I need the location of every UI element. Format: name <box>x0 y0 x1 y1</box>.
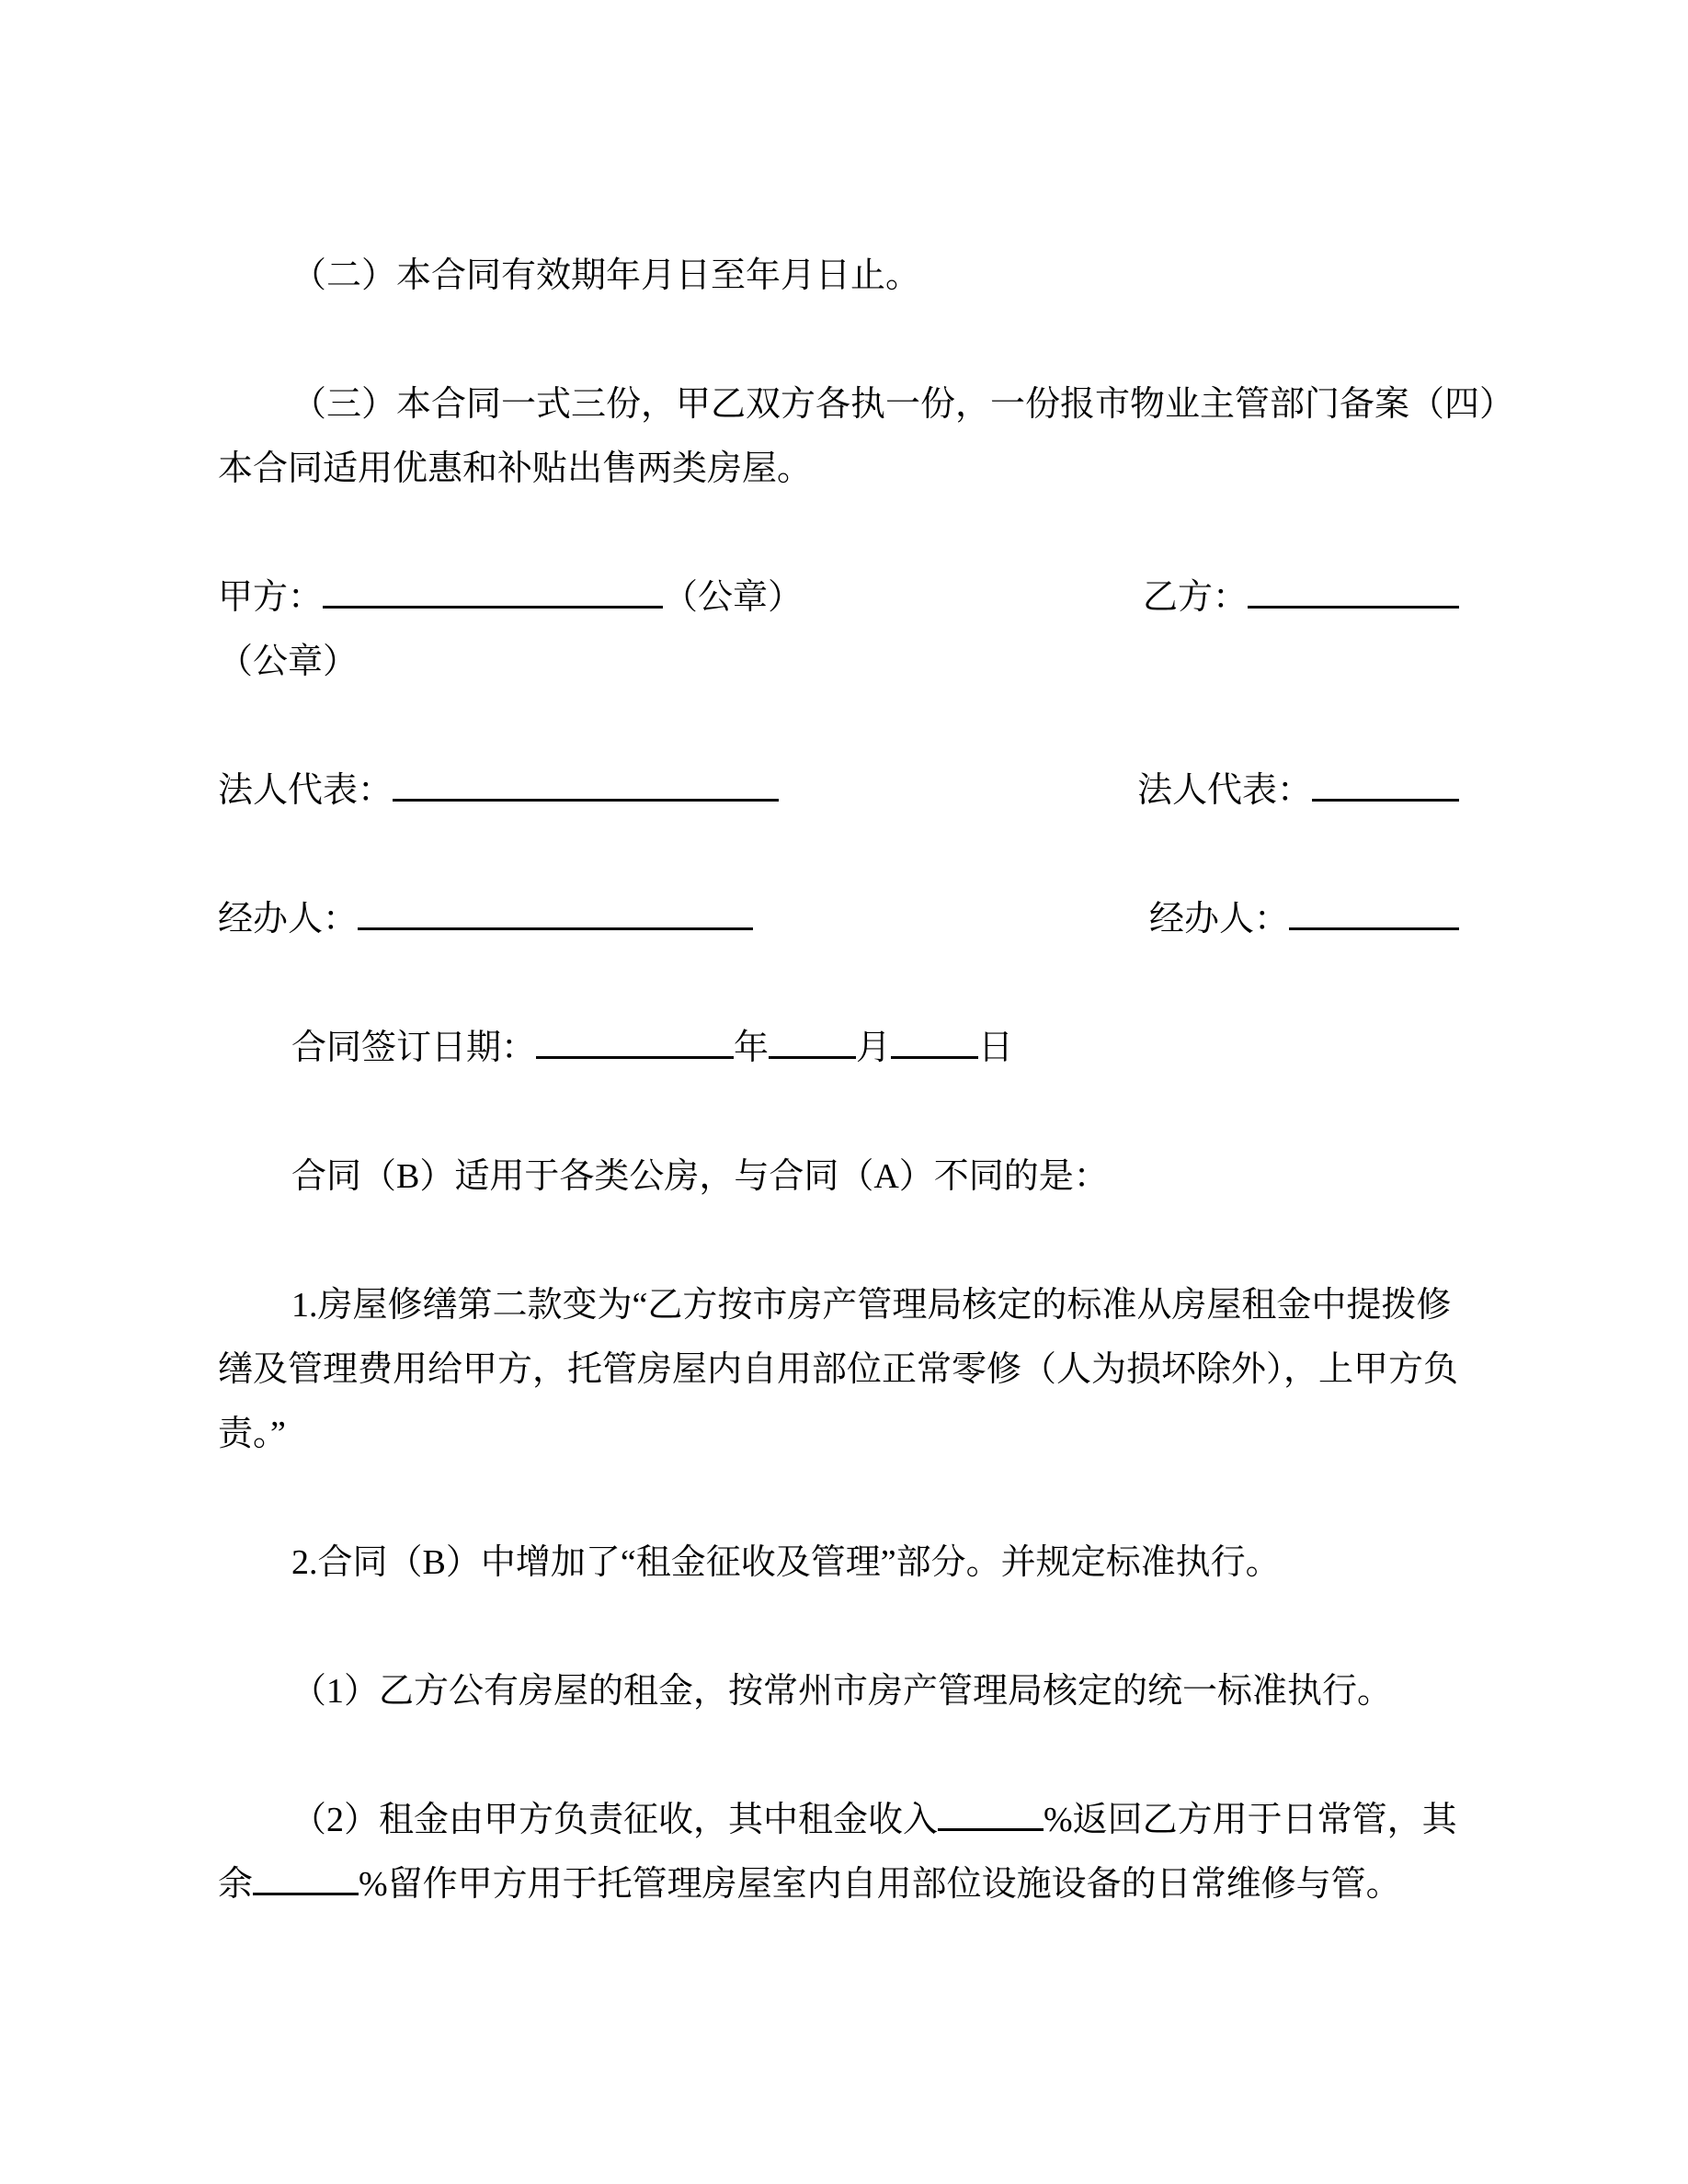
contract-line: 1.房屋修缮第二款变为“乙方按市房产管理局核定的标准从房屋租金中提拨修 <box>291 1286 1452 1325</box>
rent-collection-text: %留作甲方用于托管理房屋室内自用部位设施设备的日常维修与管。 <box>359 1865 1401 1904</box>
party-a-blank <box>323 597 663 609</box>
signature-legal-reps <box>218 758 1459 823</box>
signature-date <box>218 1016 1459 1080</box>
agent-a-blank <box>358 918 753 930</box>
party-a-label: 甲方： <box>218 578 324 617</box>
legal-rep-a-group <box>218 758 779 823</box>
party-a-group <box>218 565 803 630</box>
party-b-seal-label: （公章） <box>218 643 359 681</box>
contract-line: （二）本合同有效期年月日至年月日止。 <box>291 256 921 295</box>
legal-rep-b-group <box>1137 758 1459 823</box>
contract-line <box>218 1788 1459 1852</box>
contract-line: 责。” <box>218 1415 286 1453</box>
legal-rep-a-label: 法人代表： <box>218 771 393 810</box>
rent-share-blank-1 <box>938 1819 1044 1831</box>
date-year-blank <box>536 1047 734 1059</box>
date-day-blank <box>891 1047 978 1059</box>
legal-rep-b-blank <box>1312 790 1459 802</box>
contract-line: （三）本合同一式三份，甲乙双方各执一份，一份报市物业主管部门备案（四） <box>291 385 1515 424</box>
date-line <box>218 1016 1459 1080</box>
party-b-group <box>1143 565 1459 630</box>
signature-agents <box>218 887 1459 951</box>
party-b-label: 乙方： <box>1142 578 1248 617</box>
legal-rep-b-label: 法人代表： <box>1136 771 1312 810</box>
rent-collection-text: 余 <box>218 1865 254 1904</box>
contract-line: 2.合同（B）中增加了“租金征收及管理”部分。并规定标准执行。 <box>291 1543 1281 1582</box>
date-month-blank <box>769 1047 856 1059</box>
contract-line: 合同（B）适用于各类公房，与合同（A）不同的是： <box>291 1157 1109 1196</box>
party-a-seal-label: （公章） <box>663 578 804 617</box>
contract-line: （1）乙方公有房屋的租金，按常州市房产管理局核定的统一标准执行。 <box>291 1672 1393 1711</box>
contract-body <box>218 244 1515 1981</box>
rent-collection-text: （2）租金由甲方负责征收，其中租金收入 <box>291 1801 939 1839</box>
agent-b-label: 经办人： <box>1148 900 1289 938</box>
agent-row <box>218 887 1459 951</box>
paragraph-contract-b-intro <box>218 1144 1459 1209</box>
agent-a-group <box>218 887 753 951</box>
paragraph-rent-collection <box>218 1788 1459 1917</box>
legal-rep-a-blank <box>393 790 779 802</box>
rent-share-blank-2 <box>253 1883 359 1895</box>
paragraph-repair <box>218 1273 1459 1466</box>
paragraph-validity <box>218 244 1459 308</box>
contract-line <box>218 1852 1459 1917</box>
date-year-label: 年 <box>734 1029 770 1067</box>
signature-parties <box>218 565 1459 694</box>
paragraph-copies <box>218 372 1515 501</box>
date-label: 合同签订日期： <box>291 1029 537 1067</box>
party-b-blank <box>1248 597 1459 609</box>
contract-line: 本合同适用优惠和补贴出售两类房屋。 <box>218 449 813 488</box>
party-row <box>218 565 1459 630</box>
paragraph-rent-standard <box>218 1659 1459 1723</box>
agent-b-blank <box>1289 918 1459 930</box>
date-month-label: 月 <box>856 1029 892 1067</box>
contract-line: 缮及管理费用给甲方，托管房屋内自用部位正常零修（人为损坏除外），上甲方负 <box>218 1350 1459 1389</box>
legal-rep-row <box>218 758 1459 823</box>
rent-collection-text: %返回乙方用于日常管，其 <box>1044 1801 1457 1839</box>
paragraph-rent-section <box>218 1530 1459 1595</box>
date-day-label: 日 <box>978 1029 1014 1067</box>
agent-b-group <box>1149 887 1459 951</box>
agent-a-label: 经办人： <box>218 900 359 938</box>
